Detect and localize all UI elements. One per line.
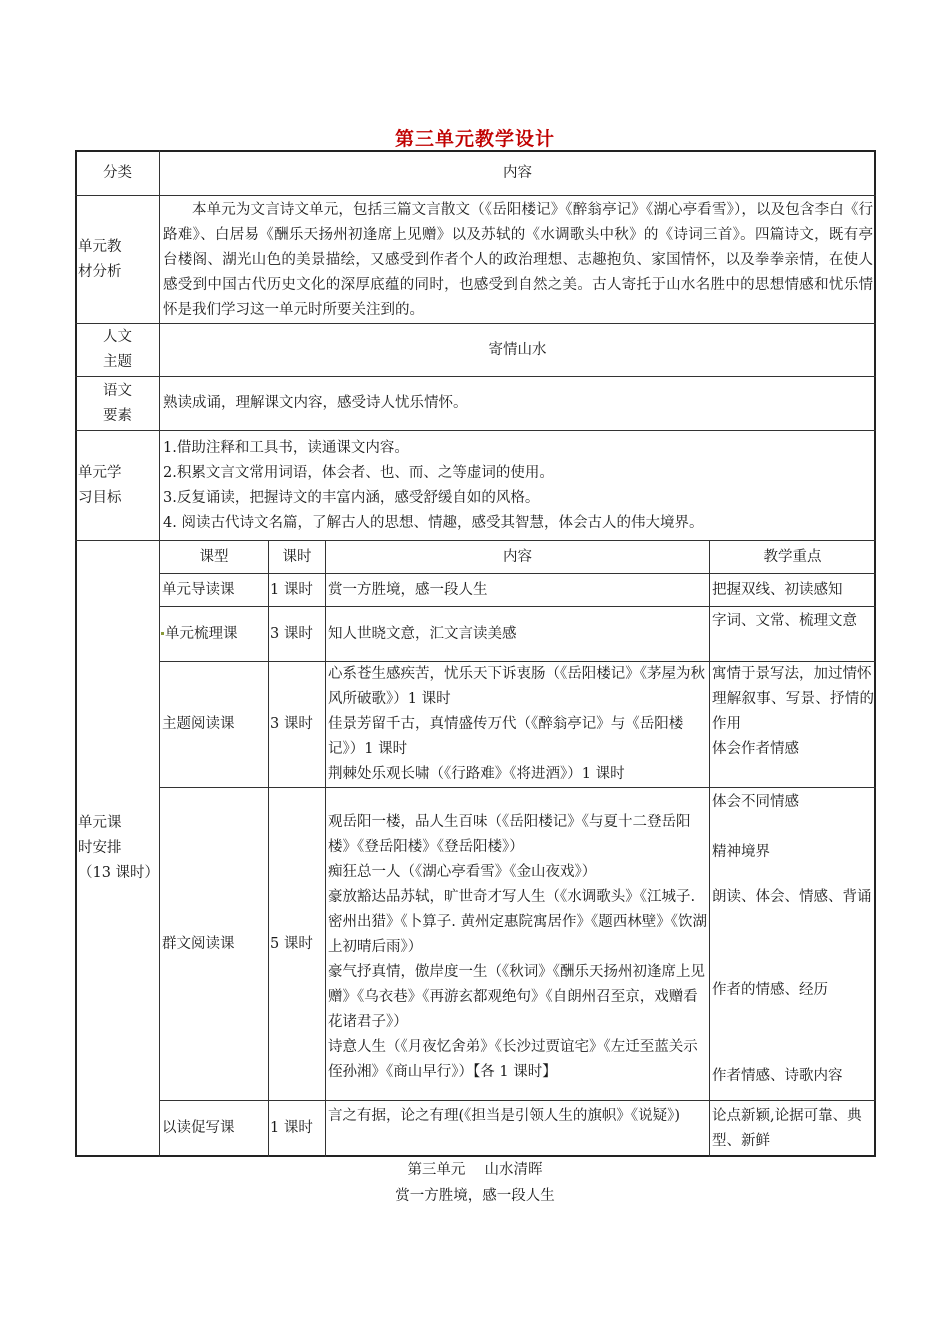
analysis-text: 本单元为文言诗文单元，包括三篇文言散文（《岳阳楼记》《醉翁亭记》《湖心亭看雪》），以及包含李白《行路难》、白居易《酬乐天扬州初逢席上见赠》以及苏轼的《水调歌头中秋》的《诗词三首》。四篇诗文，既有亭台楼阁、湖光山色的美景描绘，又感受到作者个人的政治理想、志趣抱负、家国情怀，以及拳拳亲情，在使人感受到中国古代历史文化的深厚底蕴的同时，也感受到自然之美。古人寄托于山水名胜中的思想情感和忧乐情怀是我们学习这一单元时所要关注到的。: [163, 202, 873, 318]
lesson-content: 知人世晓文意，汇文言读美感: [328, 625, 517, 642]
content-line: 心系苍生感疾苦，忧乐天下诉衷肠（《岳阳楼记》《茅屋为秋风所破歌》）1 课时: [328, 666, 705, 707]
lesson-hours: 1 课时: [270, 581, 313, 598]
analysis-label: 单元教 材分析: [78, 238, 122, 280]
focus-line: 精神境界: [712, 844, 770, 860]
lesson-type: 主题阅读课: [162, 716, 235, 732]
lesson-hours: 5 课时: [270, 935, 313, 952]
goal-item: 4. 阅读古代诗文名篇，了解古人的思想、情趣，感受其智慧，体会古人的伟大境界。: [163, 515, 704, 531]
goal-item: 3.反复诵读，把握诗文的丰富内涵，感受舒缓自如的风格。: [163, 490, 540, 506]
col-hours: 课时: [282, 548, 312, 565]
lesson-hours: 1 课时: [270, 1120, 313, 1136]
col-content: 内容: [503, 548, 532, 565]
goal-item: 1.借助注释和工具书，读通课文内容。: [163, 440, 409, 456]
col-focus: 教学重点: [763, 548, 822, 565]
content-line: 荆棘处乐观长啸（《行路难》《将进酒》）1 课时: [328, 766, 625, 782]
goals-label: 单元学 习目标: [78, 464, 122, 506]
unit-heading: 第三单元 山水清晖: [407, 1162, 543, 1178]
focus-line: 作者的情感、经历: [712, 982, 828, 998]
lesson-focus: 论点新颖,论据可靠、典型、新鲜: [712, 1108, 862, 1149]
lesson-type: 群文阅读课: [162, 935, 235, 952]
lesson-content: 言之有据，论之有理(《担当是引领人生的旗帜》《说疑》): [328, 1108, 681, 1124]
header-category: 分类: [103, 164, 132, 181]
focus-line: 作者情感、诗歌内容: [712, 1068, 843, 1084]
page-title: 第三单元教学设计: [394, 128, 555, 150]
goals-list: [163, 436, 873, 536]
lesson-content: 赏一方胜境，感一段人生: [328, 581, 488, 598]
lesson-hours: 3 课时: [270, 716, 313, 732]
lesson-type: 以读促写课: [162, 1120, 235, 1136]
goal-item: 2.积累文言文常用词语，体会者、也、而、之等虚词的使用。: [163, 465, 554, 481]
content-line: 豪气抒真情，傲岸度一生（《秋词》《酬乐天扬州初逢席上见赠》《乌衣巷》《再游玄都观绝句》《自朗州召至京，戏赠看花诸君子》）: [328, 964, 705, 1030]
lesson-hours: 3 课时: [270, 625, 313, 642]
schedule-label: 单元课 时安排 （13 课时）: [78, 815, 160, 881]
content-line: 观岳阳一楼，品人生百味（《岳阳楼记》《与夏十二登岳阳楼》《登岳阳楼》《登岳阳楼》）: [328, 814, 691, 855]
lesson-type: 单元梳理课: [165, 625, 238, 642]
focus-line: 体会不同情感: [712, 794, 799, 810]
lesson-content: [328, 662, 708, 787]
content-line: 佳景芳留千古，真情盛传万代（《醉翁亭记》与《岳阳楼记》）1 课时: [328, 716, 684, 757]
theme-text: 寄情山水: [488, 341, 547, 358]
content-line: 豪放豁达品苏轼，旷世奇才写人生（《水调歌头》《江城子. 密州出猎》《卜算子. 黄州定惠院寓居作》《题西林壁》《饮湖上初晴后雨》）: [328, 889, 707, 955]
lesson-content: [328, 810, 708, 1085]
marker-dot: [161, 632, 164, 635]
focus-line: 寓情于景写法，加过情怀: [712, 666, 872, 682]
lesson-focus: 把握双线、初读感知: [712, 581, 843, 598]
elements-text: 熟读成诵，理解课文内容，感受诗人忧乐情怀。: [163, 395, 468, 411]
lesson-focus: 字词、文常、梳理文意: [712, 613, 857, 629]
focus-line: 朗读、体会、情感、背诵: [712, 889, 872, 905]
focus-line: 体会作者情感: [712, 741, 799, 757]
content-line: 痴狂总一人（《湖心亭看雪》《金山夜戏》）: [328, 864, 597, 880]
col-type: 课型: [199, 548, 229, 565]
focus-line: 理解叙事、写景、抒情的作用: [712, 691, 874, 732]
unit-subtitle: 赏一方胜境，感一段人生: [395, 1188, 555, 1204]
header-content: 内容: [503, 164, 532, 181]
lesson-type: 单元导读课: [162, 581, 235, 598]
elements-label: 语文 要素: [103, 382, 132, 424]
lesson-focus: [712, 662, 874, 762]
content-line: 诗意人生（《月夜忆舍弟》《长沙过贾谊宅》《左迁至蓝关示侄孙湘》《商山早行》）【各 1 课时】: [328, 1039, 698, 1080]
theme-label: 人文 主题: [103, 329, 132, 370]
